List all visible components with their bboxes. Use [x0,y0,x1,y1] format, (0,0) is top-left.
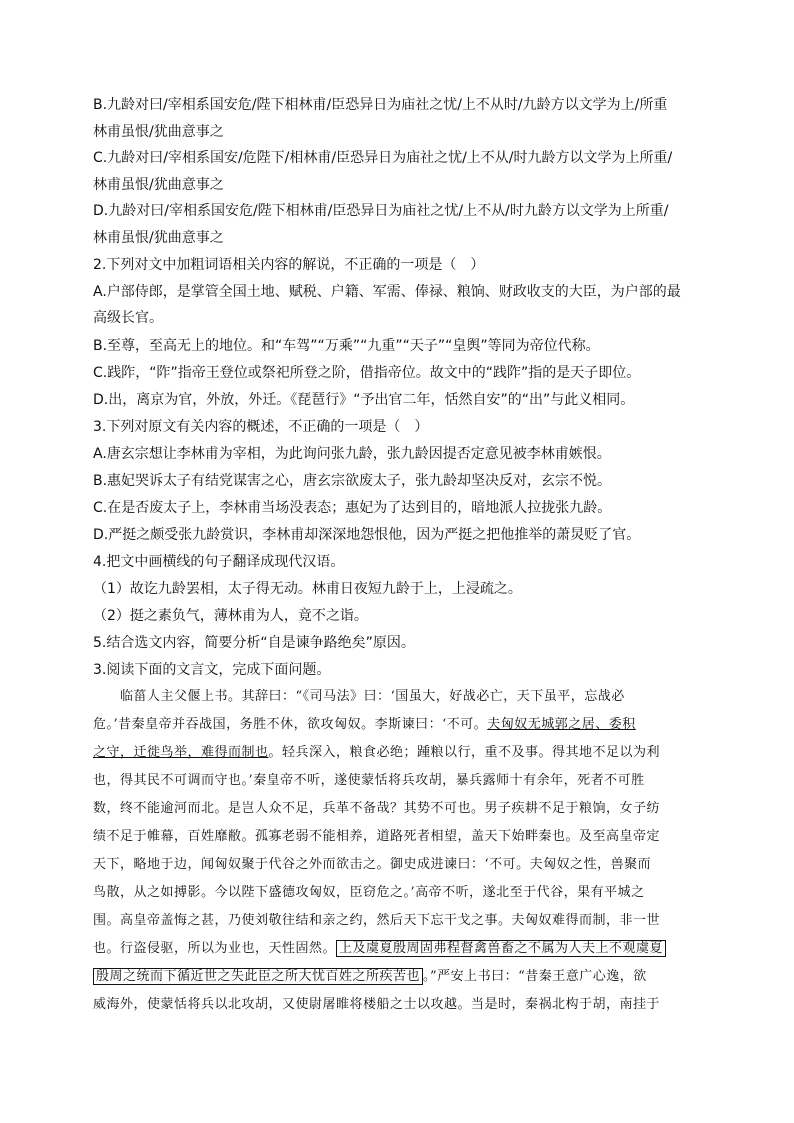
underlined-sentence: 夫匈奴无城郭之居、委积 [487,717,636,732]
passage-text: 临菑人主父偃上书。其辞曰：“《司马法》曰：‘国虽大，好战必亡，天下虽平，忘战必 [93,689,625,704]
text-line: B.至尊，至高无上的地位。和“车驾”“万乘”“九重”“天子”“皇舆”等同为帝位代称。 [93,338,600,354]
passage-text: 鸟散，从之如搏影。今以陛下盛德攻匈奴，臣窃危之。’高帝不听，遂北至于代谷，果有平城之 [93,885,645,900]
boxed-sentence: 殷周之统而下循近世之失此臣之所大忧百姓之所疾苦也 [93,968,423,985]
passage-text: 围。高皇帝盖悔之甚，乃使刘敬往结和亲之约，然后天下忘干戈之事。夫匈奴难得而制，非一世 [93,913,661,928]
passage-line [93,967,647,987]
passage-line [93,715,636,735]
passage-text: 。”严安上书曰：“昔秦王意广心逸，欲 [423,969,647,984]
text-line: 林甫虽恨/犹曲意事之 [93,124,224,140]
passage-line [93,799,660,819]
passage-text: 数，终不能逾河而北。是岂人众不足，兵革不备哉？其势不可也。男子疾耕不足于粮饷，女子纺 [93,801,661,816]
text-line: 林甫虽恨/犹曲意事之 [93,177,224,193]
text-line: C.在是否废太子上，李林甫当场没表态；惠妃为了达到目的，暗地派人拉拢张九龄。 [93,500,612,516]
text-line: 高级长官。 [93,310,163,326]
passage-line [93,995,660,1015]
text-line: D.出，离京为官，外放，外迁。《琵琶行》“予出官二年，恬然自安”的“出”与此义相同。 [93,392,635,408]
text-line: 林甫虽恨/犹曲意事之 [93,230,224,246]
underlined-sentence: 之守，迁徙鸟举，难得而制也 [93,745,269,760]
text-line: D.九龄对曰/宰相系国安危/陛下相林甫/臣恐异日为庙社之忧/上不从/时九龄方以文学为上所重/ [93,203,669,219]
passage-line [93,911,660,931]
text-line: （2）挺之素负气，薄林甫为人，竟不之诣。 [93,608,368,624]
passage-text: 威海外，使蒙恬将兵以北攻胡，又使尉屠睢将楼船之士以攻越。当是时，秦祸北构于胡，南挂于 [93,997,661,1012]
passage-text: 也，得其民不可调而守也。’秦皇帝不听，遂使蒙恬将兵攻胡，暴兵露师十有余年，死者不可胜 [93,773,645,788]
text-line: A.户部侍郎，是掌管全国土地、赋税、户籍、军需、俸禄、粮饷、财政收支的大臣，为户部的最 [93,284,681,300]
passage-line [93,883,645,903]
text-line: 5.结合选文内容，简要分析“自是谏争路绝矣”原因。 [93,635,415,651]
passage-line [93,855,651,875]
passage-line [93,771,645,791]
text-line: A.唐玄宗想让李林甫为宰相，为此询问张九龄，张九龄因提否定意见被李林甫嫉恨。 [93,446,611,462]
text-line: 3.阅读下面的文言文，完成下面问题。 [93,662,331,678]
passage-text: 绩不足于帷幕，百姓靡敝。孤寡老弱不能相养，道路死者相望，盖天下始畔秦也。及至高皇帝定 [93,829,661,844]
text-line: D.严挺之颇受张九龄赏识，李林甫却深深地怨恨他，因为严挺之把他推举的萧炅贬了官。 [93,527,641,543]
passage-text: 危。’昔秦皇帝并吞战国，务胜不休，欲攻匈奴。李斯谏曰：‘不可。 [93,717,488,732]
text-line: 3.下列对原文有关内容的概述，不正确的一项是（ ） [93,419,429,435]
text-line: 4.把文中画横线的句子翻译成现代汉语。 [93,554,345,570]
text-line: B.惠妃哭诉太子有结党谋害之心，唐玄宗欲废太子，张九龄却坚决反对，玄宗不悦。 [93,473,612,489]
passage-line [93,687,625,707]
passage-line [93,743,660,763]
passage-text: 天下，略地于边，闻匈奴聚于代谷之外而欲击之。御史成进谏曰：‘不可。夫匈奴之性，兽聚而 [93,857,652,872]
text-line: 2.下列对文中加粗词语相关内容的解说，不正确的一项是（ ） [93,257,485,273]
text-line: C.践阼，“阼”指帝王登位或祭祀所登之阶，借指帝位。故文中的“践阼”指的是天子即位。 [93,365,641,381]
passage-text: 。轻兵深入，粮食必绝；踵粮以行，重不及事。得其地不足以为利 [268,745,661,760]
text-line: B.九龄对曰/宰相系国安危/陛下相林甫/臣恐异日为庙社之忧/上不从时/九龄方以文学为上/所重 [93,97,668,113]
passage-text: 也。行盗侵驱，所以为业也，天性固然。 [93,941,337,956]
text-line: （1）故讫九龄罢相，太子得无动。林甫日夜短九龄于上，上浸疏之。 [93,581,522,597]
boxed-sentence: 上及虞夏殷周固弗程督禽兽畜之不属为人夫上不观虞夏 [336,940,666,957]
passage-line [93,939,666,959]
text-line: C.九龄对曰/宰相系国安/危陛下/相林甫/臣恐异日为庙社之忧/上不从/时九龄方以文学为上所重/ [93,150,673,166]
passage-line [93,827,660,847]
